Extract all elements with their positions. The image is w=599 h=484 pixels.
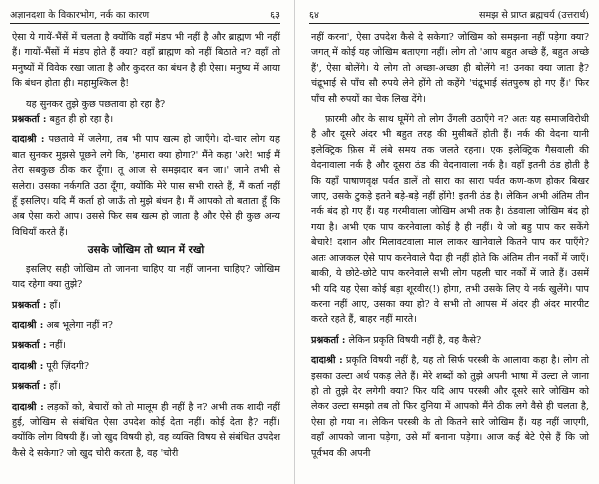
speaker-label: प्रश्नकर्ता : (12, 114, 47, 126)
speaker-label: दादाश्री : (311, 355, 343, 367)
dialogue-line (311, 353, 589, 461)
paragraph: यह सुनकर तुझे कुछ पछतावा हो रहा है? (26, 98, 166, 110)
speaker-label: प्रश्नकर्ता : (311, 334, 346, 346)
right-page-body (311, 30, 589, 461)
speaker-label: दादाश्री : (12, 401, 44, 413)
speaker-label: दादाश्री : (12, 134, 45, 146)
left-page-header (10, 7, 280, 21)
dialogue-text: लड़कों को, बेचारों को तो मालूम ही नहीं है न? अभी तक शादी नहीं हुई, जोखिम से संबंधित ऐसा उपदेश कोई देता नहीं। कोई देता है? नहीं। क्योंकि लोग विषयी हैं। जो खुद विषयी हो, वह व्यक्ति विषय से संबंधित उपदेश कैसे दे सकेगा? जो खुद चोरी करता है, वह 'चोरी (12, 401, 280, 459)
dialogue-line (12, 318, 280, 333)
dialogue-text: लेकिन प्रकृति विषयी नहीं है, वह कैसे? (348, 334, 482, 346)
dialogue-line (12, 359, 280, 374)
left-page-body (12, 30, 280, 461)
dialogue-text: अब भूलेगा नहीं न? (46, 319, 113, 331)
dialogue-text: पछतावे में जलेगा, तब भी पाप खत्म हो जाएँगे। दो-चार लोग यह बात सुनकर मुझसे पूछने लगे कि, 'हमारा क्या होगा?' मैंने कहा 'अरे! भाई मैं तेरा सबकुछ ठीक कर दूँगा। तू आज से समझदार बन जा।' जाने तभी से सलेरा। उसका नर्कगति उठा दूँगा, क्योंकि मेरे पास सभी रास्ते हैं, मैं कर्ता नहीं हूँ इसलिए। यदि मैं कर्ता हो जाऊँ तो मुझे बंधन है। मैं आपको तो बताता हूँ कि अब ऐसा करो आप। उससे फिर सब खत्म हो जाता है और ऐसे ही कुछ अन्य विधियाँ करते हैं। (12, 134, 280, 238)
dialogue-line (12, 112, 280, 127)
speaker-label: दादाश्री : (12, 319, 44, 331)
running-head: समझ से प्राप्त ब्रह्मचर्य (उत्तरार्ध) (479, 9, 589, 21)
running-head: अज्ञानदशा के विकारभोग, नर्क का कारण (10, 9, 150, 21)
dialogue-line (12, 338, 280, 353)
book-gutter (294, 0, 295, 484)
dialogue-line (12, 400, 280, 462)
dialogue-text: नहीं। (49, 340, 67, 352)
dialogue-text: प्रकृति विषयी नहीं है, यह तो सिर्फ परस्त्री के आलावा कहा है। लोग तो इसका उल्टा अर्थ पकड़ लेते हैं। मेरे शब्दों को तुझे अपनी भाषा में उल्टा ले जाना हो तो तुझे देर लगेगी क्या? फिर यदि आप परस्त्री और दूसरे सारे जोखिम को लेकर उल्टा समझो तब तो फिर दुनिया में आपको मैंने ठीक लगे वैसे ही चलता है, ऐसा हो गया न। लेकिन परस्त्री के तो कितने सारे जोखिम हैं। यह नहीं जाएगी, वहाँ आपको जाना पड़ेगा, उसे माँ बनाना पड़ेगा। आज कई बेटे ऐसे हैं कि जो पूर्वभव की अपनी (311, 355, 589, 459)
dialogue-text: हाँ। (49, 299, 61, 311)
dialogue-line (12, 298, 280, 313)
section-heading: उसके जोखिम तो ध्यान में रखो (87, 244, 205, 257)
right-page-header (309, 7, 589, 21)
paragraph: इसलिए सही जोखिम तो जानना चाहिए या नहीं जानना चाहिए? जोखिम याद रहेगा क्या तुझे? (12, 263, 280, 291)
left-page (0, 0, 290, 484)
paragraph: नहीं करना', ऐसा उपदेश कैसे दे सकेगा? जोखिम को समझना नहीं पड़ेगा क्या? जगत् में कोई यह जोखिम बताएगा नहीं। लोग तो 'आप बहुत अच्छे हैं, बहुत अच्छे हैं', ऐसा बोलेंगे। ये लोग तो अच्छा-अच्छा ही बोलेंगे न! उनका क्या जाता है? चंद्रूभाई से पाँच सौ रुपये लेने होंगे तो कहेंगे 'चंद्रूभाई संतपुरुष हो गए हैं।' फिर पाँच सौ रुपयों का चेक लिख देंगे। (311, 32, 589, 105)
paragraph: ऐसा ये गायें-भैंसें में चलता है क्योंकि वहाँ मंडप भी नहीं है और ब्राह्मण भी नहीं हैं। गायों-भैंसों में मंडप होते हैं क्या? वहाँ ब्राह्मण को नहीं बिठाते न? वहाँ तो मनुष्यों में विवेक रखा जाता है और कुदरत का बंधन है ही ऐसा। मनुष्य में आया कि बंधन होता ही। महामुश्किल है! (12, 32, 280, 90)
paragraph: फ़ारमी और के साथ घूमेंगे तो लोग उँगली उठाएँगे न? अतः यह समाजविरोधी है और दूसरे अंदर भी बहुत तरह की मुसीबतें होती हैं। नर्क की वेदना यानी इलेक्ट्रिक फ़िस में लंबे समय तक जलते रहना। एक इलेक्ट्रिक गैसवाली की वेदनावाला नर्क है और दूसरा ठंड की वेदनावाला नर्क है। वहाँ इतनी ठंड होती है कि यहाँ पाषाणवृक्ष पर्वत डालें तो सारा का सारा पर्वत कण-कण होकर बिखर जाए, उसके टुकड़े इतने बड़े-बड़े नहीं होंगे! इतनी ठंड है। लेकिन अभी अंतिम तीन नर्क बंद हो गए हैं। यह गरमीवाला जोखिम अभी तक है। ठंडवाला जोखिम बंद हो गया है। अभी एक पाप करनेवाला कोई है ही नहीं। ये जो बहु पाप कर सकेंगे बेचारे! दशान और मिलावटवाला माल लाकर खानेवाले कितने पाप कर पाएँगे? अतः आजकल ऐसे पाप करनेवाले पैदा ही नहीं होते कि अंतिम तीन नर्कों में जाएँ। बाकी, ये छोटे-छोटे पाप करनेवाले सभी लोग पहली चार नर्कों में जाते हैं। उसमें भी यदि यह ऐसा कोई बड़ा शूरवीर(!) होगा, तभी उसके लिए ये नर्क खुलेंगे। पाप करना नहीं आए, उसका क्या हो? वे सभी तो आपस में अंदर ही अंदर मारपीट करते रहते हैं, बाहर नहीं मारते। (311, 114, 589, 326)
speaker-label: प्रश्नकर्ता : (12, 340, 47, 352)
dialogue-line (12, 379, 280, 394)
dialogue-text: हाँ। (49, 381, 61, 393)
header-rule (10, 23, 280, 24)
dialogue-line (12, 132, 280, 240)
dialogue-line (311, 333, 589, 348)
speaker-label: प्रश्नकर्ता : (12, 381, 47, 393)
page-number: ६४ (309, 9, 319, 21)
page-number: ६३ (270, 9, 280, 21)
dialogue-text: पूरी ज़िंदगी? (46, 360, 90, 372)
right-page (299, 0, 599, 484)
header-rule (309, 23, 589, 24)
dialogue-text: बहुत ही हो रहा है। (49, 114, 114, 126)
speaker-label: दादाश्री : (12, 360, 44, 372)
speaker-label: प्रश्नकर्ता : (12, 299, 47, 311)
